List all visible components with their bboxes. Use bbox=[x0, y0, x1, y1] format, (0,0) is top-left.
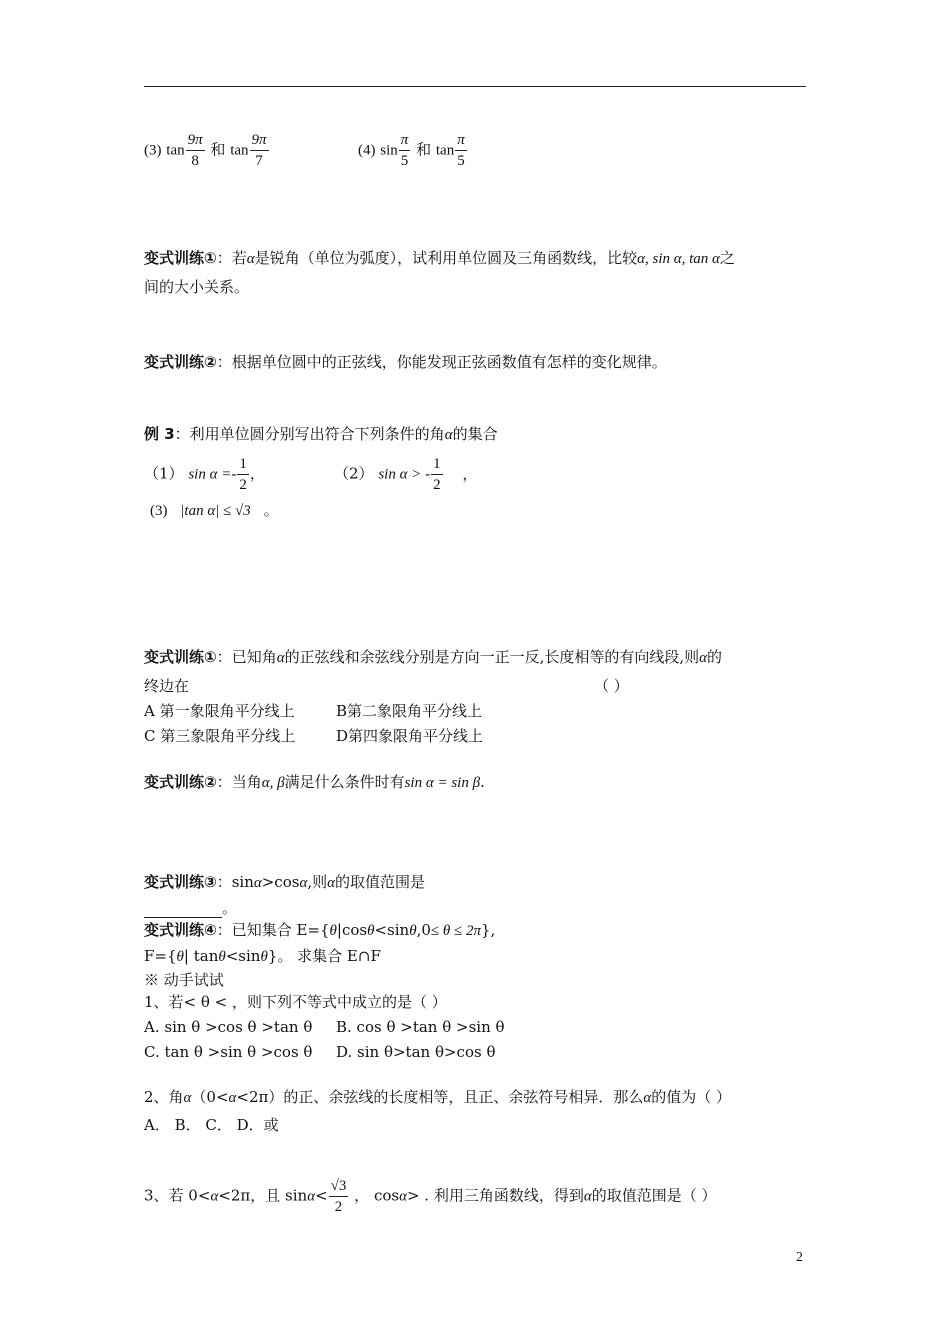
fraction: $\frac{1}{2}$ bbox=[433, 456, 441, 493]
question-1: 1、若< θ < ，则下列不等式中成立的是（ ） bbox=[144, 993, 447, 1011]
conjunction: 和 bbox=[416, 140, 432, 159]
example-3: 例 3：利用单位圆分别写出符合下列条件的角α的集合 bbox=[144, 425, 498, 443]
condition-expr: sin α =- bbox=[188, 466, 237, 483]
fraction: $\frac{\pi}{5}$ bbox=[457, 132, 465, 169]
exercise-title: 变式训练② bbox=[144, 773, 217, 791]
fraction: $\frac{\pi}{5}$ bbox=[400, 132, 409, 169]
condition-label: (3) bbox=[150, 503, 168, 519]
example-3-condition-3: (3) |tan α| ≤ √3 。 bbox=[150, 501, 279, 519]
answer-paren: （ ） bbox=[594, 677, 629, 695]
fraction: $\frac{9\pi}{7}$ bbox=[251, 132, 267, 169]
exercise-title: 变式训练② bbox=[144, 353, 217, 371]
function-name: tan bbox=[435, 142, 455, 159]
example-3-conditions: （1） sin α =- $\frac{1}{2}$ ， bbox=[144, 456, 265, 493]
fraction: $\frac{9\pi}{8}$ bbox=[187, 132, 203, 169]
compare-row-4 bbox=[358, 130, 468, 171]
q1-option-b: B. cos θ >tan θ >sin θ bbox=[336, 1018, 505, 1036]
function-name: tan bbox=[230, 142, 249, 159]
q1-option-a: A. sin θ >cos θ >tan θ bbox=[144, 1018, 313, 1036]
question-3: 3、若 0<α<2π，且 sinα< $\frac{√3}{2}$ ， cosα> . 利用三角函数线，得到α的取值范围是（ ） bbox=[144, 1178, 717, 1215]
variant-exercise-4: 变式训练②：当角α, β满足什么条件时有sin α = sin β. bbox=[144, 773, 485, 791]
conjunction: 和 bbox=[210, 140, 226, 159]
variant-exercise-5: 变式训练③：sinα>cosα,则α的取值范围是 bbox=[144, 873, 425, 891]
item-label: (4) bbox=[358, 142, 376, 159]
variant-exercise-1: 变式训练①：若α是锐角（单位为弧度），试利用单位圆及三角函数线，比较α, sin α, tan α之 bbox=[144, 249, 735, 267]
exercise-title: 变式训练③ bbox=[144, 873, 217, 891]
option-b: B第二象限角平分线上 bbox=[336, 702, 483, 720]
option-a: A 第一象限角平分线上 bbox=[144, 702, 295, 720]
condition-label: （2） bbox=[334, 464, 374, 483]
variant-exercise-2: 变式训练②：根据单位圆中的正弦线，你能发现正弦函数值有怎样的变化规律。 bbox=[144, 353, 667, 371]
example-title: 例 3 bbox=[144, 425, 175, 443]
function-name: tan bbox=[166, 142, 185, 159]
option-d: D第四象限角平分线上 bbox=[336, 727, 484, 745]
page-number: 2 bbox=[796, 1250, 803, 1265]
function-name: sin bbox=[380, 142, 398, 159]
practice-header: ※ 动手试试 bbox=[144, 971, 224, 989]
answer-blank-line: 。 bbox=[144, 898, 237, 918]
condition-expr: sin α > - bbox=[378, 466, 431, 483]
item-label: (3) bbox=[144, 142, 162, 159]
question-2: 2、角α（0<α<2π）的正、余弦线的长度相等，且正、余弦符号相异．那么α的值为（ ） bbox=[144, 1088, 732, 1106]
fraction: $\frac{√3}{2}$ bbox=[330, 1178, 347, 1215]
q1-option-c: C. tan θ >sin θ >cos θ bbox=[144, 1043, 313, 1061]
variant-exercise-3-line2: 终边在 bbox=[144, 677, 190, 695]
question-2-options: A． B． C． D．或 bbox=[144, 1116, 279, 1134]
q1-option-d: D. sin θ>tan θ>cos θ bbox=[336, 1043, 496, 1061]
fraction: $\frac{1}{2}$ bbox=[239, 456, 247, 493]
variant-exercise-6-line2: F={θ| tanθ<sinθ}。 求集合 E∩F bbox=[144, 947, 381, 965]
option-c: C 第三象限角平分线上 bbox=[144, 727, 296, 745]
variant-exercise-1-line2: 间的大小关系。 bbox=[144, 278, 250, 296]
example-3-condition-2: （2） sin α > - $\frac{1}{2}$ ， bbox=[334, 456, 478, 493]
variant-exercise-3: 变式训练①：已知角α的正弦线和余弦线分别是方向一正一反,长度相等的有向线段,则α的 bbox=[144, 648, 723, 666]
exercise-title: 变式训练① bbox=[144, 648, 217, 666]
exercise-title: 变式训练④ bbox=[144, 921, 217, 939]
variant-exercise-6: 变式训练④：已知集合 E={θ|cosθ<sinθ,0≤ θ ≤ 2π}, bbox=[144, 921, 496, 939]
compare-row bbox=[144, 130, 270, 171]
header-rule bbox=[144, 86, 806, 87]
condition-expr: |tan α| ≤ √3 bbox=[180, 503, 251, 519]
exercise-title: 变式训练① bbox=[144, 249, 217, 267]
condition-label: （1） bbox=[144, 464, 184, 483]
answer-blank[interactable] bbox=[144, 903, 222, 918]
